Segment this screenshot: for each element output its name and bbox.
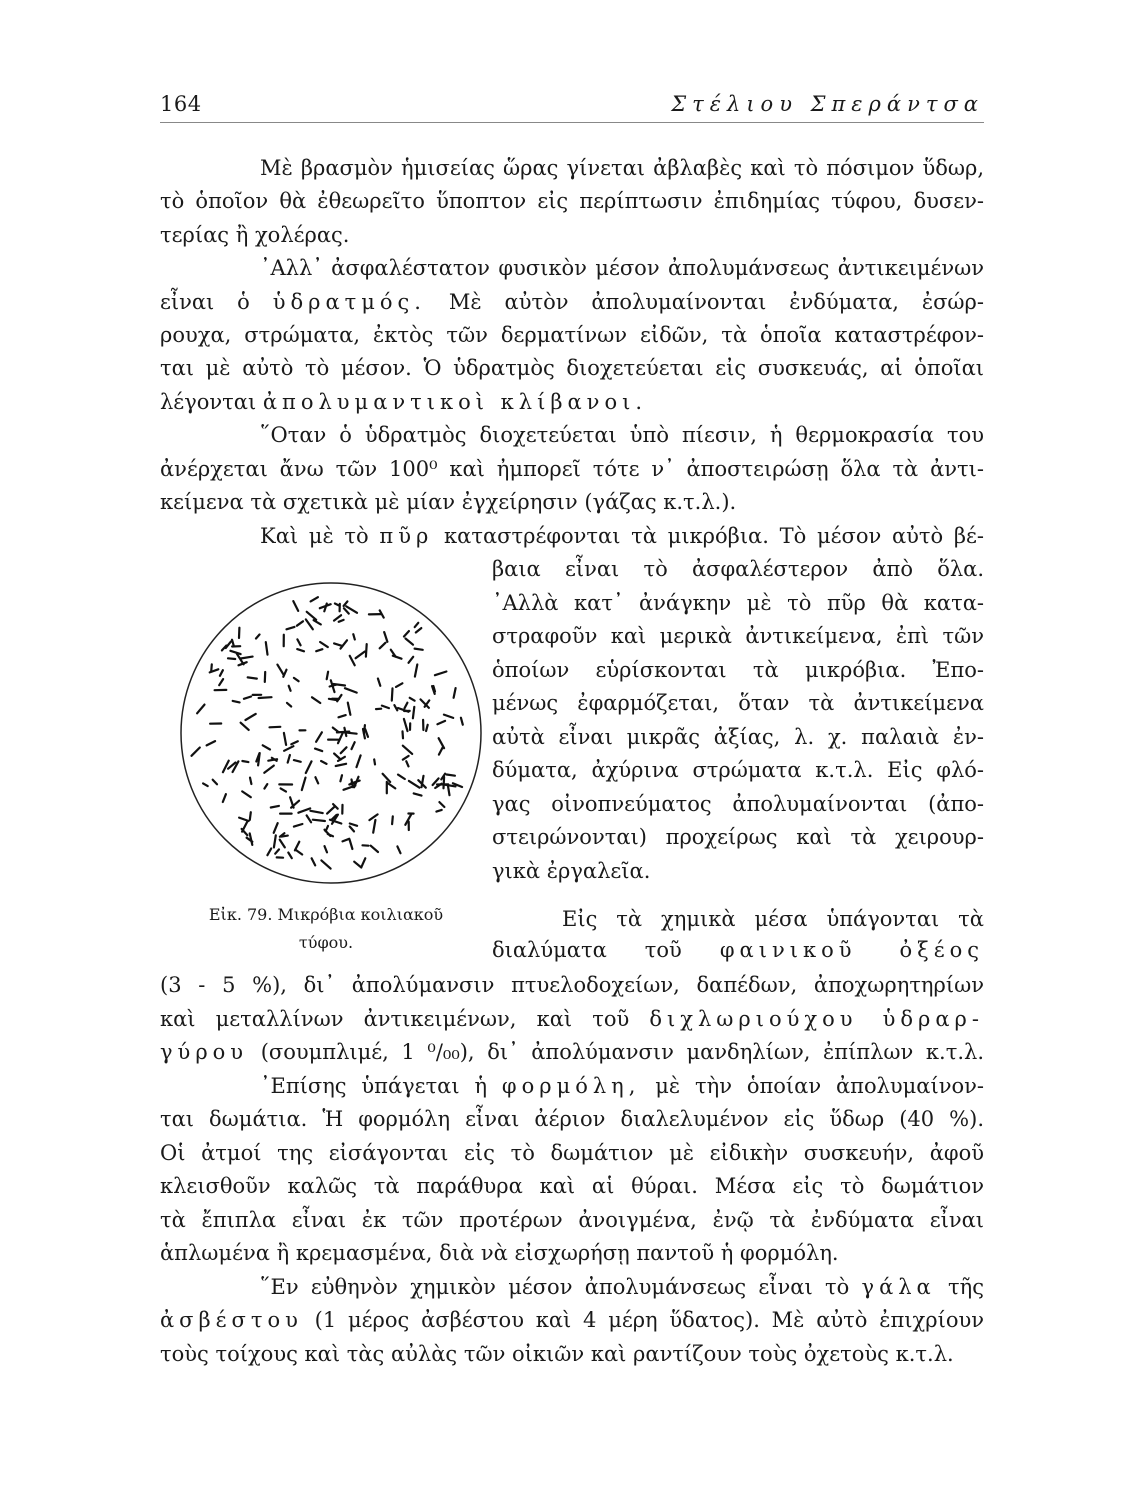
bacterium-rod bbox=[294, 824, 303, 827]
figure-caption-line2: τύφου. bbox=[298, 933, 354, 952]
bacterium-rod bbox=[414, 793, 422, 795]
bacterium-rod bbox=[284, 746, 293, 751]
bacterium-rod bbox=[334, 754, 341, 760]
bacterium-rod bbox=[340, 775, 342, 781]
bacterium-rod bbox=[325, 846, 328, 852]
bacterium-rod bbox=[339, 620, 344, 622]
text-line: στραφοῦν καὶ μερικὰ ἀντικείμενα, ἐπὶ τῶν bbox=[492, 624, 984, 648]
bacterium-rod bbox=[294, 760, 301, 762]
bacterium-rod bbox=[321, 860, 330, 868]
bacterium-rod bbox=[339, 715, 346, 717]
bacterium-rod bbox=[295, 842, 299, 851]
bacterium-rod bbox=[310, 811, 322, 813]
bacterium-rod bbox=[283, 670, 286, 677]
bacterium-rod bbox=[371, 846, 378, 852]
text-line: ται μὲ αὐτὸ τὸ μέσον. Ὁ ὑδρατμὸς διοχετεύεται εἰς συσκευάς, αἱ ὁποῖαι bbox=[160, 356, 984, 380]
bacterium-rod bbox=[415, 623, 419, 627]
bacterium-rod bbox=[403, 731, 404, 738]
emphasis-term: γάλα bbox=[861, 1275, 936, 1299]
text-line: ᾿Επίσης ὑπάγεται ἡ φορμόλη, μὲ τὴν ὁποίαν ἀπολυμαίνον- bbox=[260, 1074, 984, 1098]
bacterium-rod bbox=[403, 746, 412, 754]
text-line: ῞Εν εὐθηνὸν χημικὸν μέσον ἀπολυμάνσεως εἶναι τὸ γάλα τῆς bbox=[260, 1275, 984, 1299]
bacterium-rod bbox=[223, 761, 229, 773]
bacterium-rod bbox=[362, 858, 366, 867]
microscope-field-circle bbox=[181, 583, 481, 883]
bacterium-rod bbox=[415, 665, 417, 677]
bacterium-rod bbox=[241, 723, 249, 730]
bacterium-rod bbox=[250, 833, 253, 845]
bacterium-rod bbox=[250, 812, 251, 820]
bacterium-rod bbox=[297, 621, 303, 625]
bacterium-rod bbox=[281, 788, 286, 791]
bacterium-rod bbox=[365, 729, 368, 737]
bacterium-rod bbox=[248, 677, 257, 678]
bacterium-rod bbox=[228, 658, 235, 659]
bacterium-rod bbox=[244, 697, 251, 699]
bacterium-rod bbox=[409, 781, 420, 788]
text-line: ἁπλωμένα ἢ κρεμασμένα, διὰ νὰ εἰσχωρήσῃ παντοῦ ἡ φορμόλη. bbox=[160, 1241, 839, 1265]
emphasis-term: διχλωριούχου ὑδραρ- bbox=[649, 1007, 984, 1031]
bacterium-rod bbox=[396, 683, 402, 687]
bacterium-rod bbox=[444, 777, 445, 788]
bacterium-rod bbox=[306, 619, 313, 629]
text-line: ἀσβέστου (1 μέρος ἀσβέστου καὶ 4 μέρη ὕδατος). Μὲ αὐτὸ ἐπιχρίουν bbox=[160, 1308, 984, 1332]
bacterium-rod bbox=[380, 643, 386, 649]
text-line: γας οἰνοπνεύματος ἀπολυμαίνονται (ἀπο- bbox=[492, 792, 984, 816]
text-line: ται δωμάτια. Ἡ φορμόλη εἶναι ἀέριον διαλελυμένον εἰς ὕδωρ (40 %). bbox=[160, 1107, 984, 1131]
text-line: διαλύματα τοῦ φαινικοῦ ὀξέος bbox=[492, 938, 984, 962]
bacterium-rod bbox=[336, 764, 346, 766]
bacterium-rod bbox=[354, 862, 361, 868]
text-line: γικὰ ἐργαλεῖα. bbox=[492, 859, 651, 883]
bacterium-rod bbox=[291, 741, 298, 744]
bacterium-rod bbox=[233, 701, 240, 703]
bacterium-rod bbox=[295, 850, 302, 855]
bacterium-rod bbox=[311, 597, 318, 601]
bacterium-rod bbox=[266, 642, 268, 655]
bacterium-rod bbox=[241, 657, 253, 659]
bacterium-rod bbox=[242, 791, 251, 797]
bacterium-rod bbox=[439, 748, 443, 755]
page-number: 164 bbox=[160, 92, 202, 116]
bacterium-rod bbox=[334, 643, 342, 646]
bacterium-rod bbox=[316, 649, 322, 651]
text-line: καὶ μεταλλίνων ἀντικειμένων, καὶ τοῦ διχλωριούχου ὑδραρ- bbox=[160, 1007, 984, 1031]
emphasis-term: πῦρ bbox=[379, 524, 434, 548]
bacterium-rod bbox=[192, 748, 200, 756]
emphasis-term: φορμόλη, bbox=[501, 1074, 641, 1098]
running-header bbox=[160, 86, 984, 123]
bacterium-rod bbox=[271, 806, 279, 808]
text-line: Μὲ βρασμὸν ἡμισείας ὥρας γίνεται ἀβλαβὲς καὶ τὸ πόσιμον ὕδωρ, bbox=[260, 156, 984, 180]
bacterium-rod bbox=[444, 715, 453, 718]
bacterium-rod bbox=[348, 703, 351, 715]
bacterium-rod bbox=[404, 631, 409, 636]
text-line: τερίας ἢ χολέρας. bbox=[160, 223, 350, 247]
text-line: ρουχα, στρώματα, ἐκτὸς τῶν δερματίνων εἰδῶν, τὰ ὁποῖα καταστρέφον- bbox=[160, 323, 984, 347]
bacterium-rod bbox=[356, 652, 365, 659]
text-line: βαια εἶναι τὸ ἀσφαλέστερον ἀπὸ ὅλα. bbox=[492, 557, 984, 581]
bacterium-rod bbox=[436, 810, 441, 812]
text-line: τὸ ὁποῖον θὰ ἐθεωρεῖτο ὕποπτον εἰς περίπτωσιν ἐπιδημίας τύφου, δυσεν- bbox=[160, 189, 984, 213]
text-line: τοὺς τοίχους καὶ τὰς αὐλὰς τῶν οἰκιῶν καὶ ραντίζουν τοὺς ὀχετοὺς κ.τ.λ. bbox=[160, 1342, 954, 1366]
bacterium-rod bbox=[250, 778, 251, 784]
text-line: γύρου (σουμπλιμέ, 1 ⁰/₀₀), δι᾿ ἀπολύμανσιν μανδηλίων, ἐπίπλων κ.τ.λ. bbox=[160, 1040, 984, 1064]
bacterium-rod bbox=[328, 834, 333, 836]
bacterium-rod bbox=[316, 732, 322, 742]
bacterium-rod bbox=[280, 840, 285, 848]
bacterium-rod bbox=[246, 714, 256, 720]
bacterium-rod bbox=[397, 846, 400, 853]
bacterium-rod bbox=[274, 835, 276, 847]
bacterium-rod bbox=[387, 783, 395, 789]
bacterium-rod bbox=[409, 657, 414, 663]
bacterium-rod bbox=[384, 632, 387, 642]
bacterium-rod bbox=[223, 794, 226, 802]
bacterium-rod bbox=[405, 703, 408, 709]
bacterium-rod bbox=[264, 766, 274, 773]
bacterium-rod bbox=[392, 688, 393, 700]
text-line: ᾿Αλλ᾿ ἀσφαλέστατον φυσικὸν μέσον ἀπολυμάνσεως ἀντικειμένων bbox=[260, 256, 984, 280]
bacterium-rod bbox=[350, 656, 355, 666]
bacterium-rod bbox=[344, 728, 346, 736]
text-line: κλεισθοῦν καλῶς τὰ παράθυρα καὶ αἱ θύραι. Μέσα εἰς τὸ δωμάτιον bbox=[160, 1174, 984, 1198]
bacterium-rod bbox=[439, 802, 444, 807]
bacterium-rod bbox=[321, 761, 326, 764]
text-line: στειρώνονται) προχείρως καὶ τὰ χειρουρ- bbox=[492, 825, 984, 849]
text-line: Καὶ μὲ τὸ πῦρ καταστρέφονται τὰ μικρόβια. Τὸ μέσον αὐτὸ βέ- bbox=[260, 524, 984, 548]
text-line: Εἰς τὰ χημικὰ μέσα ὑπάγονται τὰ bbox=[562, 907, 984, 931]
bacterium-rod bbox=[263, 745, 270, 749]
bacterium-rod bbox=[364, 725, 365, 734]
bacterium-rod bbox=[298, 808, 310, 812]
bacterium-rod bbox=[350, 827, 354, 832]
text-line: μένως ἐφαρμόζεται, ὅταν τὰ ἀντικείμενα bbox=[492, 691, 984, 715]
bacterium-rod bbox=[306, 761, 312, 773]
bacterium-rod bbox=[239, 662, 247, 665]
bacterium-rod bbox=[406, 639, 414, 645]
bacterium-rod bbox=[259, 697, 272, 698]
text-line: λέγονται ἀπολυμαντικοὶ κλίβανοι. bbox=[160, 390, 647, 414]
bacterium-rod bbox=[341, 640, 348, 648]
text-line: ὁποίων εὑρίσκονται τὰ μικρόβια. Ἐπο- bbox=[492, 658, 984, 682]
text-line: εἶναι ὁ ὑδρατμός. Μὲ αὐτὸν ἀπολυμαίνονται ἐνδύματα, ἐσώρ- bbox=[160, 290, 985, 314]
text-line: ᾿Αλλὰ κατ᾿ ἀνάγκην μὲ τὸ πῦρ θὰ κατα- bbox=[492, 591, 984, 615]
bacterium-rod bbox=[435, 672, 447, 676]
bacterium-rod bbox=[219, 679, 223, 685]
bacterium-rod bbox=[343, 839, 350, 842]
bacterium-rod bbox=[256, 635, 260, 639]
bacterium-rod bbox=[288, 853, 292, 859]
bacterium-rod bbox=[307, 612, 317, 620]
text-line: ἀνέρχεται ἄνω τῶν 100⁰ καὶ ἠμπορεῖ τότε ν᾿ ἀποστειρώσῃ ὅλα τὰ ἀντι- bbox=[160, 457, 984, 481]
emphasis-term: ὑδρατμός. bbox=[272, 290, 426, 314]
bacterium-rod bbox=[314, 620, 321, 624]
bacterium-rod bbox=[312, 697, 320, 703]
bacterium-rod bbox=[333, 684, 345, 686]
bacterium-rod bbox=[338, 733, 343, 743]
bacterium-rod bbox=[448, 786, 450, 796]
bacterium-rod bbox=[315, 777, 318, 783]
text-line: ῞Οταν ὁ ὑδρατμὸς διοχετεύεται ὑπὸ πίεσιν, ἡ θερμοκρασία του bbox=[260, 423, 984, 447]
bacterium-rod bbox=[207, 741, 216, 745]
bacterium-rod bbox=[197, 705, 204, 714]
bacterium-rod bbox=[357, 755, 361, 767]
bacterium-rod bbox=[312, 858, 316, 865]
bacterium-rod bbox=[345, 688, 357, 692]
bacterium-rod bbox=[239, 818, 249, 821]
bacterium-rod bbox=[307, 815, 312, 822]
bacterium-rod bbox=[268, 759, 277, 761]
emphasis-term: φαινικοῦ ὀξέος bbox=[719, 938, 984, 962]
bacterium-rod bbox=[344, 601, 348, 606]
bacterium-rod bbox=[220, 670, 223, 676]
bacterium-rod bbox=[378, 679, 380, 686]
bacterium-rod bbox=[326, 826, 328, 831]
bacterium-rod bbox=[341, 747, 347, 753]
bacterium-rod bbox=[403, 756, 409, 760]
bacterium-rod bbox=[327, 807, 334, 814]
bacteria-illustration bbox=[178, 580, 484, 886]
bacterium-rod bbox=[297, 639, 300, 645]
bacterium-rod bbox=[277, 665, 283, 675]
bacterium-rod bbox=[374, 759, 375, 764]
bacterium-rod bbox=[287, 703, 291, 707]
running-title: Στέλιου Σπεράντσα bbox=[671, 92, 984, 116]
bacterium-rod bbox=[270, 727, 281, 728]
bacterium-rod bbox=[242, 761, 248, 762]
bacterium-rod bbox=[274, 823, 278, 833]
bacterium-rod bbox=[352, 742, 355, 749]
bacterium-rod bbox=[383, 774, 391, 782]
bacterium-rod bbox=[213, 780, 217, 785]
bacterium-rod bbox=[382, 706, 389, 709]
bacterium-rod bbox=[398, 775, 405, 779]
bacterium-rod bbox=[373, 820, 375, 833]
bacterium-rod bbox=[392, 816, 393, 824]
bacterium-rod bbox=[284, 733, 286, 745]
bacterium-rod bbox=[264, 784, 267, 789]
bacterium-rod bbox=[333, 728, 339, 733]
bacterium-rod bbox=[313, 820, 325, 821]
bacteria-rods bbox=[192, 597, 463, 868]
bacterium-rod bbox=[353, 634, 355, 639]
bacterium-rod bbox=[288, 755, 290, 763]
bacterium-rod bbox=[404, 719, 408, 731]
bacterium-rod bbox=[437, 721, 445, 724]
bacterium-rod bbox=[302, 778, 306, 791]
bacterium-rod bbox=[334, 615, 341, 620]
text-line: δύματα, ἀχύρινα στρώματα κ.τ.λ. Εἰς φλό- bbox=[492, 758, 984, 782]
emphasis-term: ἀπολυμαντικοὶ κλίβανοι. bbox=[262, 390, 647, 414]
text-line: (3 - 5 %), δι᾿ ἀπολύμανσιν πτυελοδοχείων, δαπέδων, ἀποχωρητηρίων bbox=[160, 973, 984, 997]
bacterium-rod bbox=[369, 814, 377, 820]
bacterium-rod bbox=[275, 849, 279, 853]
bacterium-rod bbox=[267, 849, 271, 856]
bacterium-rod bbox=[232, 640, 234, 646]
figure-caption: Εἰκ. 79. Μικρόβια κοιλιακοῦ bbox=[208, 905, 444, 924]
bacterium-rod bbox=[297, 649, 304, 651]
bacterium-rod bbox=[327, 672, 328, 680]
bacterium-rod bbox=[287, 627, 295, 629]
bacterium-rod bbox=[344, 608, 349, 613]
bacterium-rod bbox=[426, 725, 428, 731]
bacterium-rod bbox=[406, 761, 408, 766]
bacterium-rod bbox=[410, 698, 415, 701]
emphasis-term: ἀσβέστου bbox=[160, 1308, 303, 1332]
bacterium-rod bbox=[439, 738, 445, 748]
text-line: αὐτὰ εἶναι μικρᾶς ἀξίας, λ. χ. παλαιὰ ἐν- bbox=[492, 725, 984, 749]
bacterium-rod bbox=[415, 649, 423, 650]
bacterium-rod bbox=[294, 678, 299, 681]
bacterium-rod bbox=[282, 836, 288, 837]
bacterium-rod bbox=[320, 642, 328, 647]
text-line: κείμενα τὰ σχετικὰ μὲ μίαν ἐγχείρησιν (γάζας κ.τ.λ.). bbox=[160, 490, 737, 514]
text-line: Οἱ ἀτμοί της εἰσάγονται εἰς τὸ δωμάτιον μὲ εἰδικὴν συσκευήν, ἀφοῦ bbox=[160, 1141, 984, 1165]
bacterium-rod bbox=[293, 601, 298, 611]
bacterium-rod bbox=[394, 705, 397, 710]
microbe-figure bbox=[178, 580, 484, 886]
bacterium-rod bbox=[289, 686, 291, 691]
bacterium-rod bbox=[211, 664, 212, 671]
text-line: τὰ ἔπιπλα εἶναι ἐκ τῶν προτέρων ἀνοιγμένα, ἐνῷ τὰ ἐνδύματα εἶναι bbox=[160, 1208, 984, 1232]
bacterium-rod bbox=[366, 644, 367, 657]
bacterium-rod bbox=[315, 749, 322, 752]
bacterium-rod bbox=[230, 651, 240, 654]
bacterium-rod bbox=[461, 718, 463, 725]
bacterium-rod bbox=[350, 839, 353, 849]
bacterium-rod bbox=[447, 775, 455, 776]
bacterium-rod bbox=[413, 707, 414, 718]
bacterium-rod bbox=[203, 783, 208, 786]
emphasis-term: γύρου bbox=[160, 1040, 249, 1064]
bacterium-rod bbox=[416, 628, 422, 632]
bacterium-rod bbox=[350, 824, 357, 826]
bacterium-rod bbox=[454, 688, 456, 698]
